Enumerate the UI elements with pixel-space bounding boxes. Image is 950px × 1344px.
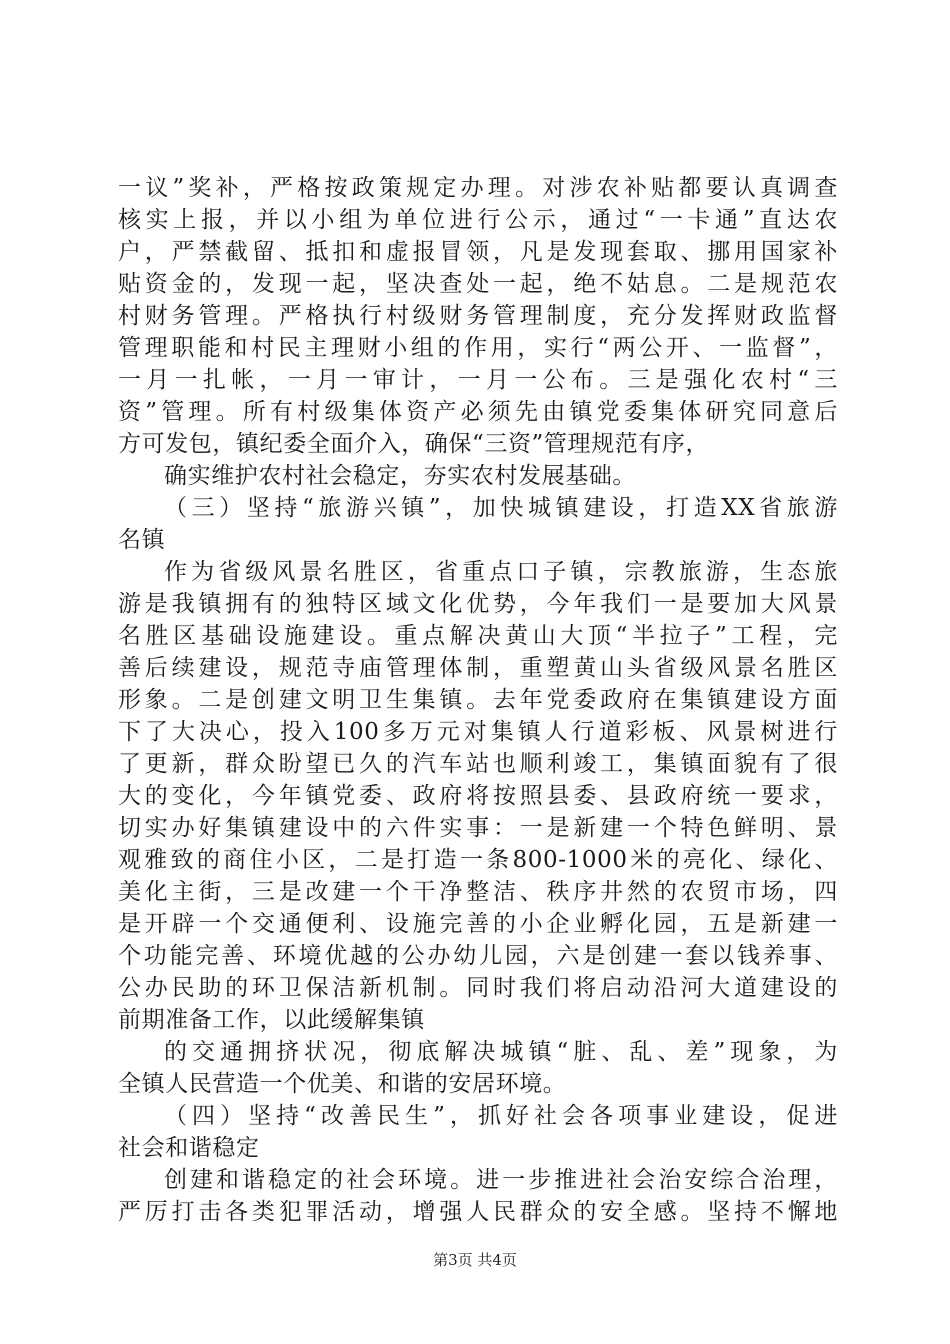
text-line: （四）坚持“改善民生”，抓好社会各项事业建设，促进 (164, 1103, 838, 1129)
text-line: 下了大决心，投入100多万元对集镇人行道彩板、风景树进行 (118, 719, 838, 745)
text-line: 确实维护农村社会稳定，夯实农村发展基础。 (164, 463, 636, 489)
text-line: 观雅致的商住小区，二是打造一条800-1000米的亮化、绿化、 (118, 847, 838, 873)
text-line: 创建和谐稳定的社会环境。进一步推进社会治安综合治理， (164, 1167, 838, 1193)
text-line: 贴资金的，发现一起，坚决查处一起，绝不姑息。二是规范农 (118, 271, 838, 297)
body-text (118, 172, 838, 1228)
text-line: 核实上报，并以小组为单位进行公示，通过“一卡通”直达农 (118, 207, 838, 233)
text-line: 管理职能和村民主理财小组的作用，实行“两公开、一监督”， (118, 335, 838, 361)
text-line: 了更新，群众盼望已久的汽车站也顺利竣工，集镇面貌有了很 (118, 751, 838, 777)
text-line: 村财务管理。严格执行村级财务管理制度，充分发挥财政监督 (118, 303, 838, 329)
text-line: 美化主街，三是改建一个干净整洁、秩序井然的农贸市场，四 (118, 879, 838, 905)
text-line: 前期准备工作，以此缓解集镇 (118, 1007, 425, 1033)
text-line: 善后续建设，规范寺庙管理体制，重塑黄山头省级风景名胜区 (118, 655, 838, 681)
text-line: 的交通拥挤状况，彻底解决城镇“脏、乱、差”现象，为 (164, 1039, 838, 1065)
text-line: 名镇 (118, 527, 166, 553)
text-line: 形象。二是创建文明卫生集镇。去年党委政府在集镇建设方面 (118, 687, 838, 713)
text-line: （三）坚持“旅游兴镇”，加快城镇建设，打造XX省旅游 (164, 495, 838, 521)
text-line: 方可发包，镇纪委全面介入，确保“三资”管理规范有序， (118, 431, 710, 457)
text-line: 公办民助的环卫保洁新机制。同时我们将启动沿河大道建设的 (118, 975, 838, 1001)
text-line: 是开辟一个交通便利、设施完善的小企业孵化园，五是新建一 (118, 911, 838, 937)
text-line: 切实办好集镇建设中的六件实事：一是新建一个特色鲜明、景 (118, 815, 838, 841)
text-line: 户，严禁截留、抵扣和虚报冒领，凡是发现套取、挪用国家补 (118, 239, 838, 265)
text-line: 社会和谐稳定 (118, 1135, 260, 1161)
text-line: 全镇人民营造一个优美、和谐的安居环境。 (118, 1071, 567, 1097)
text-line: 资”管理。所有村级集体资产必须先由镇党委集体研究同意后 (118, 399, 838, 425)
page-footer: 第3页 共4页 (433, 1251, 517, 1269)
text-line: 游是我镇拥有的独特区域文化优势，今年我们一是要加大风景 (118, 591, 838, 617)
text-line: 一议”奖补，严格按政策规定办理。对涉农补贴都要认真调查 (118, 175, 838, 201)
text-line: 大的变化，今年镇党委、政府将按照县委、县政府统一要求， (118, 783, 838, 809)
text-line: 严厉打击各类犯罪活动，增强人民群众的安全感。坚持不懈地 (118, 1199, 838, 1225)
text-line: 个功能完善、环境优越的公办幼儿园，六是创建一套以钱养事、 (118, 943, 838, 969)
text-line: 一月一扎帐，一月一审计，一月一公布。三是强化农村“三 (118, 367, 838, 393)
text-line: 作为省级风景名胜区，省重点口子镇，宗教旅游，生态旅 (164, 559, 838, 585)
text-line: 名胜区基础设施建设。重点解决黄山大顶“半拉子”工程，完 (118, 623, 838, 649)
